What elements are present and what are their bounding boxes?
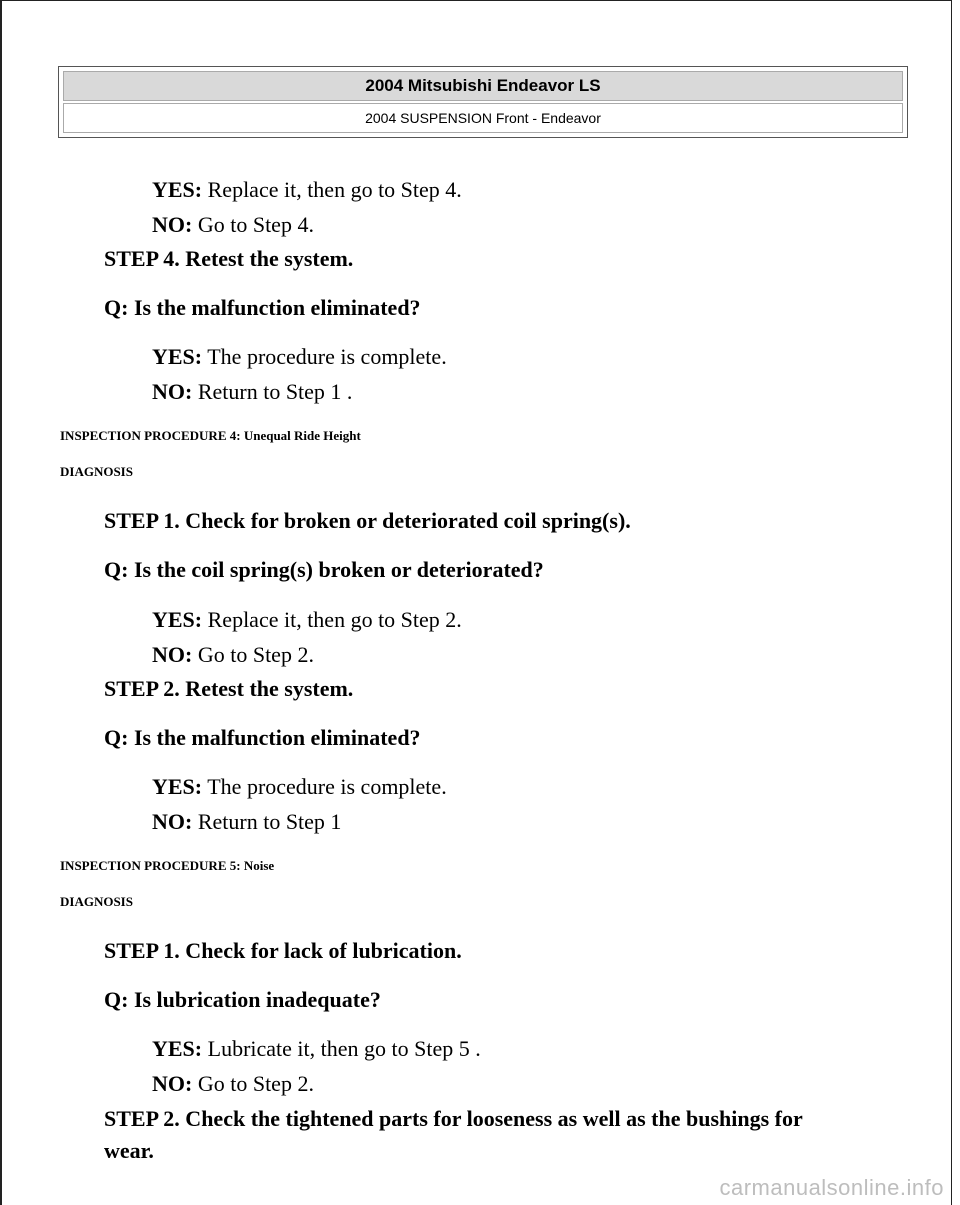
step-heading: STEP 2. Retest the system. [104,676,354,701]
answer-text: Go to Step 2. [197,1071,314,1096]
step-heading: STEP 2. Check the tightened parts for looseness as well as the bushings for [104,1106,803,1131]
question-heading: Q: Is the malfunction eliminated? [104,725,421,750]
answer-no [152,1071,314,1097]
answer-no [152,212,314,238]
step-heading: STEP 1. Check for broken or deteriorated coil spring(s). [104,508,631,533]
answer-text: The procedure is complete. [207,344,447,369]
answer-label: YES: [152,774,203,799]
answer-no [152,642,314,668]
answer-label: NO: [152,809,193,834]
section-heading: INSPECTION PROCEDURE 5: Noise [60,858,275,873]
answer-label: YES: [152,177,203,202]
question-heading: Q: Is the coil spring(s) broken or deteriorated? [104,557,544,582]
answer-label: NO: [152,642,193,667]
watermark: carmanualsonline.info [719,1175,944,1200]
diagnosis-label: DIAGNOSIS [60,464,133,479]
section-heading: INSPECTION PROCEDURE 4: Unequal Ride Height [60,428,361,443]
answer-label: YES: [152,1036,203,1061]
answer-text: Replace it, then go to Step 4. [207,177,462,202]
answer-text: Go to Step 2. [197,642,314,667]
answer-text: Replace it, then go to Step 2. [207,607,462,632]
header-subtitle: 2004 SUSPENSION Front - Endeavor [63,103,903,133]
question-heading: Q: Is the malfunction eliminated? [104,295,421,320]
step-heading-continued: wear. [104,1138,154,1163]
answer-text: Lubricate it, then go to Step 5 . [207,1036,481,1061]
step-heading: STEP 1. Check for lack of lubrication. [104,938,462,963]
document-header [58,66,908,138]
answer-yes [152,774,447,800]
header-title: 2004 Mitsubishi Endeavor LS [63,71,903,101]
step-heading: STEP 4. Retest the system. [104,246,354,271]
answer-yes [152,344,447,370]
answer-yes [152,177,462,203]
answer-text: Return to Step 1 [197,809,342,834]
answer-no [152,379,352,405]
answer-label: YES: [152,344,203,369]
answer-yes [152,607,462,633]
answer-yes [152,1036,481,1062]
answer-text: Return to Step 1 . [197,379,353,404]
diagnosis-label: DIAGNOSIS [60,894,133,909]
answer-text: Go to Step 4. [197,212,314,237]
answer-text: The procedure is complete. [207,774,447,799]
answer-label: NO: [152,212,193,237]
question-heading: Q: Is lubrication inadequate? [104,987,381,1012]
answer-label: NO: [152,379,193,404]
page-left-rule [0,0,2,1205]
answer-label: NO: [152,1071,193,1096]
answer-label: YES: [152,607,203,632]
answer-no [152,809,341,835]
